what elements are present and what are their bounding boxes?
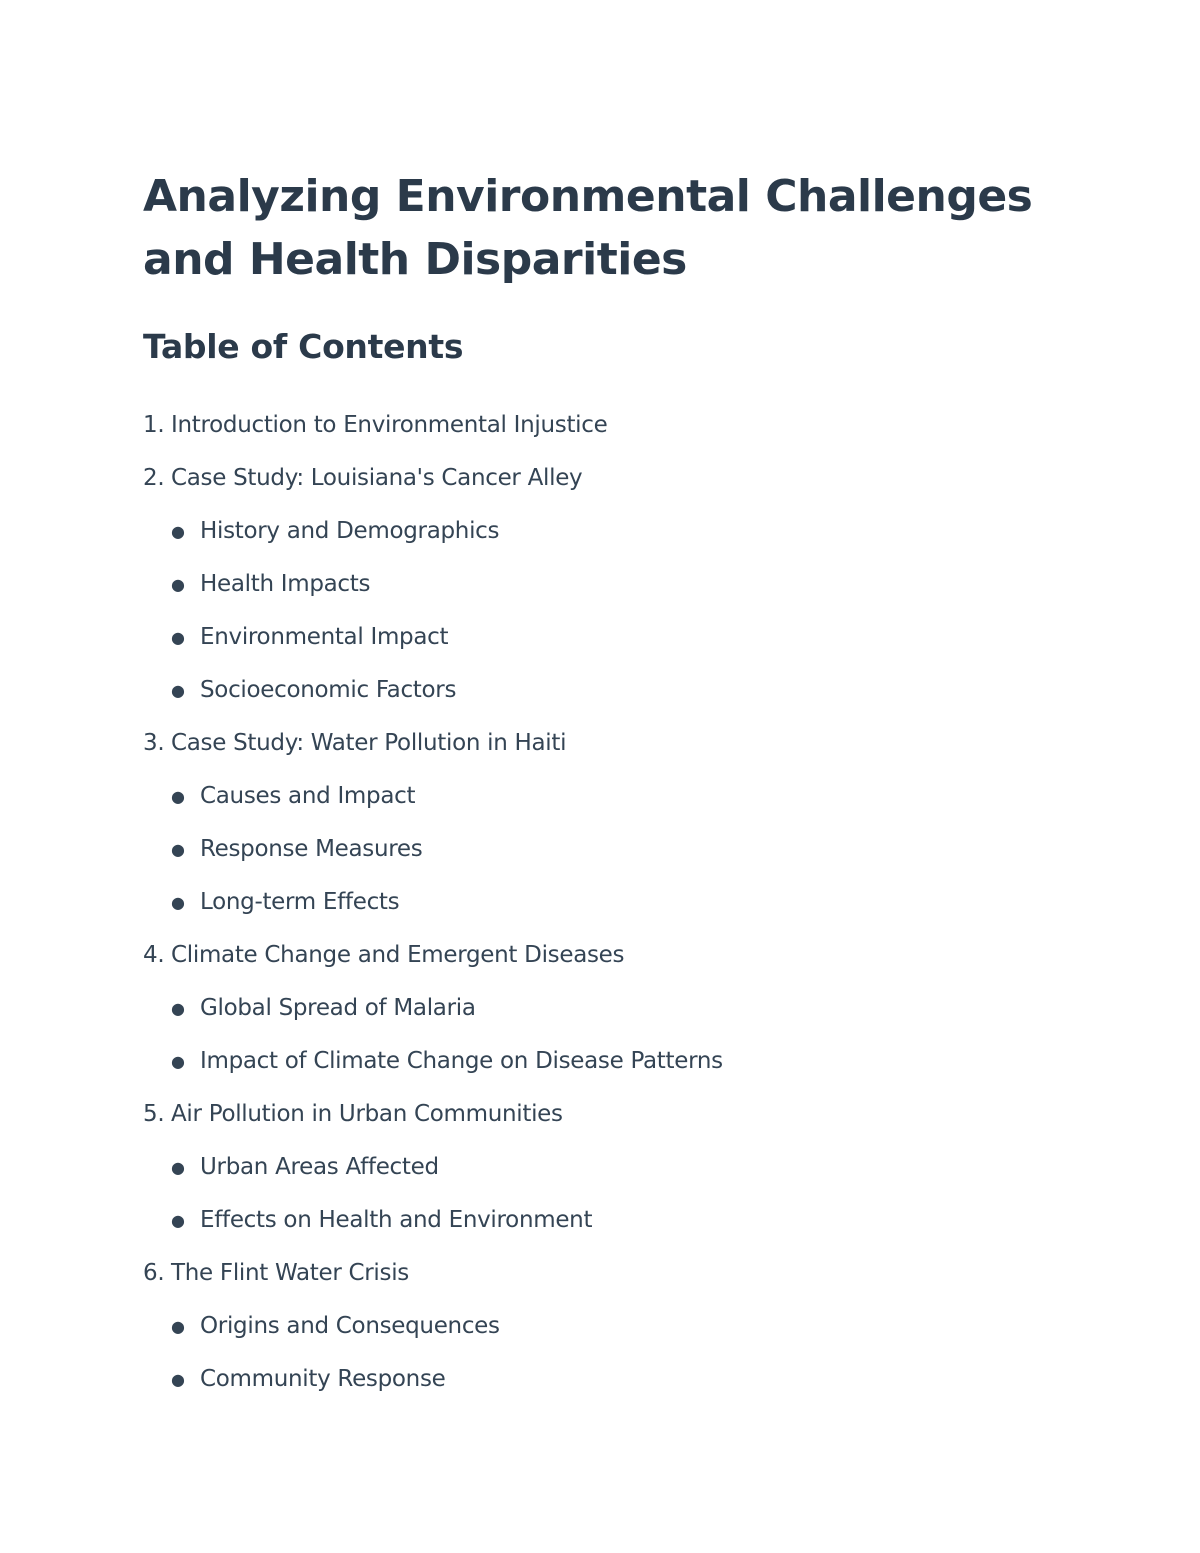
toc-subitem (143, 982, 1043, 1035)
toc-item (143, 1247, 1043, 1300)
toc-subitem (143, 823, 1043, 876)
toc-subitem (143, 558, 1043, 611)
toc-subitem (143, 1353, 1043, 1406)
toc-item (143, 929, 1043, 982)
toc-subitem-title: Community Response (200, 1366, 446, 1392)
toc-subitem-title: Origins and Consequences (200, 1313, 500, 1339)
toc-item-number: 5. (143, 1101, 165, 1127)
toc-subitem-title: Effects on Health and Environment (200, 1207, 593, 1233)
toc-subitem-title: History and Demographics (200, 518, 500, 544)
toc-item-title: Climate Change and Emergent Diseases (171, 942, 625, 968)
document-title-line-2: and Health Disparities (143, 234, 687, 285)
toc-item-title: Introduction to Environmental Injustice (171, 412, 608, 438)
toc-subitem (143, 664, 1043, 717)
bullet-icon: ● (171, 575, 185, 594)
toc-item-title: Case Study: Water Pollution in Haiti (171, 730, 567, 756)
toc-subitem (143, 611, 1043, 664)
toc-subitem (143, 770, 1043, 823)
bullet-icon: ● (171, 681, 185, 700)
toc-item-title: The Flint Water Crisis (171, 1260, 409, 1286)
toc-subitem-title: Socioeconomic Factors (200, 677, 457, 703)
toc-subitem-title: Impact of Climate Change on Disease Patterns (200, 1048, 723, 1074)
bullet-icon: ● (171, 999, 185, 1018)
toc-subitem-title: Urban Areas Affected (200, 1154, 439, 1180)
toc-subitem-title: Response Measures (200, 836, 423, 862)
toc-subitem (143, 1300, 1043, 1353)
bullet-icon: ● (171, 787, 185, 806)
bullet-icon: ● (171, 893, 185, 912)
bullet-icon: ● (171, 1370, 185, 1389)
bullet-icon: ● (171, 1317, 185, 1336)
toc-subitem (143, 1141, 1043, 1194)
bullet-icon: ● (171, 1158, 185, 1177)
toc-item-number: 2. (143, 465, 165, 491)
bullet-icon: ● (171, 1052, 185, 1071)
toc-item-title: Air Pollution in Urban Communities (171, 1101, 563, 1127)
document-title (143, 165, 1043, 291)
toc-heading: Table of Contents (143, 327, 464, 366)
toc-subitem-title: Global Spread of Malaria (200, 995, 476, 1021)
table-of-contents (143, 399, 1043, 1406)
bullet-icon: ● (171, 522, 185, 541)
toc-subitem-title: Causes and Impact (200, 783, 416, 809)
toc-item-title: Case Study: Louisiana's Cancer Alley (171, 465, 583, 491)
bullet-icon: ● (171, 1211, 185, 1230)
toc-item (143, 452, 1043, 505)
toc-subitem (143, 505, 1043, 558)
document-page (143, 165, 1043, 1406)
toc-item-number: 6. (143, 1260, 165, 1286)
bullet-icon: ● (171, 840, 185, 859)
toc-item-number: 3. (143, 730, 165, 756)
toc-item-number: 1. (143, 412, 165, 438)
toc-item-number: 4. (143, 942, 165, 968)
toc-subitem (143, 1035, 1043, 1088)
bullet-icon: ● (171, 628, 185, 647)
toc-subitem (143, 1194, 1043, 1247)
toc-subitem-title: Long-term Effects (200, 889, 400, 915)
toc-subitem-title: Environmental Impact (200, 624, 449, 650)
toc-subitem (143, 876, 1043, 929)
toc-item (143, 399, 1043, 452)
document-title-line-1: Analyzing Environmental Challenges (143, 171, 1033, 222)
toc-item (143, 1088, 1043, 1141)
toc-item (143, 717, 1043, 770)
toc-subitem-title: Health Impacts (200, 571, 371, 597)
